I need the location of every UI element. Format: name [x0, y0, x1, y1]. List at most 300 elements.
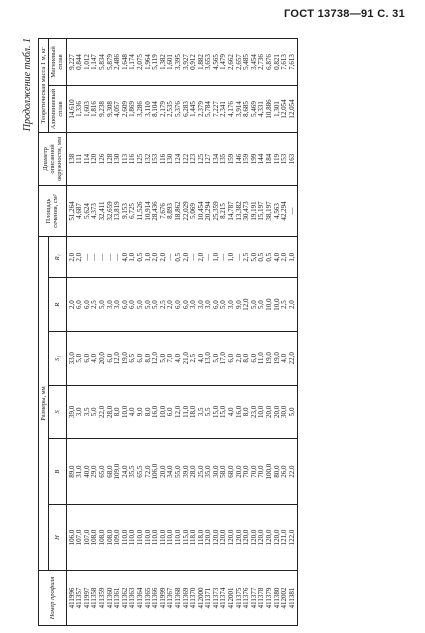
cell-value: 120,0 [242, 529, 251, 546]
cell-value: 120 [90, 153, 99, 165]
cell-value: 9,0 [234, 300, 243, 310]
cell-value: 30,473 [242, 201, 251, 221]
cell-value: 2,0 [67, 252, 76, 262]
cell-value: 28,436 [151, 201, 160, 221]
header-dimensions: Размеры, мм [39, 237, 49, 571]
cell-value: 3,0 [105, 300, 114, 310]
cell-value: 153 [280, 153, 289, 165]
cell-value: 8,0 [242, 407, 251, 417]
cell-value: 33,0 [67, 352, 76, 365]
col-S1 [66, 331, 298, 385]
cell-value: — [166, 253, 175, 261]
cell-value: 30,0 [211, 465, 220, 478]
cell-value: 411359 [97, 587, 106, 609]
cell-value: 15,0 [219, 405, 228, 419]
cell-value: 4,563 [272, 203, 281, 219]
cell-value: 70,0 [257, 465, 266, 478]
cell-value: 7,0 [166, 353, 175, 363]
cell-value: 55,0 [173, 465, 182, 478]
cell-value: 14,787 [227, 201, 236, 221]
cell-value: 0,5 [265, 252, 274, 262]
cell-value: 70,0 [242, 465, 251, 478]
cell-value: 411376 [242, 587, 251, 609]
cell-value: 6,0 [166, 407, 175, 417]
cell-value: 126 [97, 153, 106, 165]
cell-value: 8,215 [219, 203, 228, 219]
cell-value: 1,012 [82, 54, 91, 70]
cell-value: 2,657 [234, 54, 243, 70]
cell-value: 3,0 [196, 300, 205, 310]
cell-value: 6,0 [120, 300, 129, 310]
cell-value: 411358 [90, 587, 99, 609]
cell-value: 0,821 [272, 54, 281, 70]
cell-value: 19,191 [249, 201, 258, 221]
cell-value: 2,341 [219, 101, 228, 117]
header-S: S [49, 385, 66, 439]
cell-value: 108,0 [105, 529, 114, 546]
cell-value: 123 [189, 153, 198, 165]
cell-value: 5,0 [257, 300, 266, 310]
cell-value: 8,0 [143, 353, 152, 363]
cell-value: 17,0 [219, 352, 228, 365]
cell-value: 38,197 [265, 201, 274, 221]
cell-value: 2,379 [196, 101, 205, 117]
continuation-title: Продолжение табл. 1 [22, 38, 33, 132]
cell-value: 2,0 [234, 353, 243, 363]
cell-value: 4,331 [257, 101, 266, 117]
cell-value: — [234, 253, 243, 261]
cell-value: 8,893 [166, 203, 175, 219]
cell-value: 2,0 [196, 252, 205, 262]
cell-value: 1,479 [219, 54, 228, 70]
cell-value: 12,0 [173, 405, 182, 419]
cell-value: 1,0 [211, 252, 220, 262]
cell-value: 35,5 [128, 465, 137, 478]
cell-value: 4,687 [75, 203, 84, 219]
cell-value: 68,0 [105, 465, 114, 478]
cell-value: 134 [211, 153, 220, 165]
cell-value: 2,5 [158, 300, 167, 310]
col-R [66, 278, 298, 332]
cell-value: 1,816 [90, 101, 99, 117]
cell-value: 110,0 [143, 529, 152, 546]
cell-value: 31,0 [75, 465, 84, 478]
cell-value: 6,0 [75, 300, 84, 310]
cell-value: 65,5 [135, 465, 144, 478]
cell-value: 12,0 [151, 352, 160, 365]
cell-value: 125 [196, 153, 205, 165]
cell-value: 68,0 [227, 465, 236, 478]
header-R1: R₁ [49, 237, 66, 278]
cell-value: 1,869 [128, 101, 137, 117]
cell-value: 153 [151, 153, 160, 165]
header-area: Площадь сечения, см² [39, 186, 67, 237]
cell-value: 89,0 [67, 465, 76, 478]
col-B [66, 439, 298, 505]
cell-value: 4,0 [227, 407, 236, 417]
cell-value: 5,784 [204, 101, 213, 117]
cell-value: 70,0 [249, 465, 258, 478]
cell-value: 28,0 [105, 405, 114, 419]
cell-value: 109,0 [113, 529, 122, 546]
cell-value: 18,862 [173, 201, 182, 221]
cell-value: 411370 [189, 587, 198, 609]
cell-value: 3,0 [227, 300, 236, 310]
cell-value: 411366 [151, 587, 160, 609]
page-header: ГОСТ 13738—91 С. 31 [284, 8, 405, 20]
cell-value: 116 [158, 153, 167, 165]
cell-value: 5,0 [158, 353, 167, 363]
cell-value: 1,382 [158, 54, 167, 70]
cell-value: 5,0 [97, 300, 106, 310]
cell-value: 3,5 [82, 407, 91, 417]
cell-value: 6,725 [128, 203, 137, 219]
cell-value: 411357 [75, 587, 84, 609]
cell-value: 110,0 [135, 529, 144, 546]
cell-value: 5,834 [97, 54, 106, 70]
cell-value: 3,395 [173, 54, 182, 70]
cell-value: 18,0 [189, 405, 198, 419]
cell-value: 10,0 [120, 405, 129, 419]
cell-value: 159 [242, 153, 251, 165]
cell-value: 1,0 [227, 252, 236, 262]
cell-value: 20,0 [97, 352, 106, 365]
cell-value: — [97, 253, 106, 261]
cell-value: 39,0 [67, 405, 76, 419]
cell-value: 2,0 [280, 252, 289, 262]
cell-value: 411997 [82, 587, 91, 609]
cell-value: 1,336 [75, 101, 84, 117]
cell-value: 411374 [219, 587, 228, 609]
cell-value: 3,653 [204, 54, 213, 70]
cell-value: 107,0 [75, 529, 84, 546]
cell-value: 6,0 [135, 353, 144, 363]
cell-value: 5,119 [151, 54, 160, 70]
cell-value: 411369 [181, 587, 190, 609]
cell-value: 411373 [211, 587, 220, 609]
cell-value: 120,0 [272, 529, 281, 546]
cell-value: 3,5 [196, 407, 205, 417]
cell-value: 106,0 [67, 529, 76, 546]
cell-value: 24,0 [120, 465, 129, 478]
cell-value: 1,301 [272, 101, 281, 117]
cell-value: 2,662 [227, 54, 236, 70]
cell-value: 26,0 [280, 465, 289, 478]
cell-value: 20,0 [234, 465, 243, 478]
cell-value: — [113, 253, 122, 261]
cell-value: 8,0 [113, 407, 122, 417]
cell-value: 1,648 [120, 54, 129, 70]
cell-value: 6,5 [128, 353, 137, 363]
cell-value: 20,294 [204, 201, 213, 221]
col-area [66, 186, 298, 237]
cell-value: 121,0 [280, 529, 289, 546]
cell-value: 120,0 [227, 529, 236, 546]
cell-value: 11,0 [257, 352, 266, 365]
cell-value: 2,179 [158, 101, 167, 117]
cell-value: 122 [181, 153, 190, 165]
cell-value: 10,454 [196, 201, 205, 221]
cell-value: 22,0 [287, 352, 296, 365]
cell-value: 116 [128, 153, 137, 165]
cell-value: 19,0 [120, 352, 129, 365]
cell-value: 110,0 [158, 529, 167, 546]
cell-value: 0,5 [135, 252, 144, 262]
cell-value: 111 [75, 154, 84, 164]
cell-value: 411367 [166, 587, 175, 609]
cell-value: 8,0 [143, 407, 152, 417]
cell-value: 1,147 [90, 54, 99, 70]
cell-value: — [105, 253, 114, 261]
cell-value: 1,882 [196, 54, 205, 70]
cell-value: 110,0 [120, 529, 129, 546]
cell-value: 9,308 [105, 101, 114, 117]
cell-value: 411375 [234, 587, 243, 609]
cell-value: 5,376 [173, 101, 182, 117]
cell-value: 1,601 [166, 54, 175, 70]
cell-value: 163 [287, 153, 296, 165]
cell-value: 0,5 [257, 252, 266, 262]
cell-value: 8,685 [242, 101, 251, 117]
cell-value: 135 [219, 153, 228, 165]
cell-value: 9,0 [135, 407, 144, 417]
cell-value: 7,613 [287, 54, 296, 70]
cell-value: 100,0 [265, 463, 274, 480]
cell-value: 9,227 [67, 54, 76, 70]
cell-value: 2,0 [287, 300, 296, 310]
cell-value: 4,565 [211, 54, 220, 70]
cell-value: 13,0 [204, 352, 213, 365]
cell-value: 19,0 [265, 352, 274, 365]
cell-value: 411360 [105, 587, 114, 609]
cell-value: 120,0 [211, 529, 220, 546]
cell-value: 110,0 [128, 529, 137, 546]
cell-value: 1,964 [143, 54, 152, 70]
cell-value: 16,0 [234, 405, 243, 419]
cell-value: 411364 [135, 587, 144, 609]
cell-value: 1,174 [128, 54, 137, 70]
cell-value: 412001 [227, 587, 236, 609]
cell-value: 3,0 [204, 300, 213, 310]
cell-value: 32,411 [97, 201, 106, 221]
cell-value: 6,0 [227, 353, 236, 363]
cell-value: 29,0 [90, 465, 99, 478]
cell-value: — [204, 253, 213, 261]
cell-value: 120,0 [219, 529, 228, 546]
cell-value: 5,0 [75, 353, 84, 363]
cell-value: 16,0 [151, 405, 160, 419]
cell-value: 2,5 [242, 252, 251, 262]
cell-value: 51,264 [67, 201, 76, 221]
cell-value: 3,286 [135, 101, 144, 117]
cell-value: 411380 [272, 587, 281, 609]
col-magnesium [66, 39, 298, 86]
cell-value: 411377 [249, 587, 258, 609]
cell-value: 5,069 [189, 203, 198, 219]
col-aluminium [66, 86, 298, 133]
cell-value: 5,0 [249, 300, 258, 310]
cell-value: 132 [143, 153, 152, 165]
cell-value: 127 [204, 153, 213, 165]
cell-value: 6,0 [211, 300, 220, 310]
cell-value: 12,054 [280, 99, 289, 119]
cell-value: 411999 [158, 587, 167, 609]
cell-value: 13,382 [234, 201, 243, 221]
col-R1 [66, 237, 298, 278]
cell-value: 7,227 [211, 101, 220, 117]
cell-value: 0,5 [173, 252, 182, 262]
cell-value: 130 [113, 153, 122, 165]
cell-value: 10,886 [265, 99, 274, 119]
cell-value: 6,283 [181, 101, 190, 117]
cell-value: 411362 [120, 587, 129, 609]
cell-value: 6,0 [82, 353, 91, 363]
cell-value: 110,0 [151, 529, 160, 546]
cell-value: 14,610 [67, 99, 76, 119]
cell-value: 2,0 [181, 252, 190, 262]
cell-value: 10,0 [158, 405, 167, 419]
cell-value: 2,486 [113, 54, 122, 70]
cell-value: 412002 [280, 587, 289, 609]
cell-value: 4,176 [227, 101, 236, 117]
cell-value: 1,603 [82, 101, 91, 117]
header-aluminium: Алюминиевый сплав [49, 86, 66, 133]
cell-value: 8,104 [151, 101, 160, 117]
cell-value: 122,0 [287, 529, 296, 546]
col-profile-number [66, 571, 298, 626]
cell-value: 118,0 [196, 529, 205, 546]
cell-value: 4,0 [128, 407, 137, 417]
cell-value: 411371 [204, 587, 213, 609]
cell-value: 25,359 [211, 201, 220, 221]
cell-value: 120,0 [249, 529, 258, 546]
cell-value: 28,0 [189, 465, 198, 478]
cell-value: 7,613 [280, 54, 289, 70]
cell-value: 40,0 [82, 465, 91, 478]
cell-value: 34,0 [166, 465, 175, 478]
header-profile-number: Номер профиля [39, 571, 67, 626]
cell-value: 2,0 [67, 300, 76, 310]
cell-value: 109,0 [113, 463, 122, 480]
cell-value: 3,914 [234, 101, 243, 117]
cell-value: 20,0 [272, 405, 281, 419]
cell-value: 11,526 [135, 201, 144, 221]
cell-value: 120,0 [234, 529, 243, 546]
cell-value: 146 [234, 153, 243, 165]
cell-value: 12,054 [287, 99, 296, 119]
cell-value: 4,0 [120, 252, 129, 262]
cell-value: 106,0 [151, 463, 160, 480]
cell-value: 411365 [143, 587, 152, 609]
cell-value: 10,0 [257, 405, 266, 419]
cell-value: 42,294 [280, 201, 289, 221]
cell-value: 2,535 [166, 101, 175, 117]
cell-value: 130 [166, 153, 175, 165]
cell-value: 125 [135, 153, 144, 165]
cell-value: 12,0 [242, 298, 251, 311]
cell-value: 4,057 [113, 101, 122, 117]
cell-value: 23,0 [249, 405, 258, 419]
cell-value: 6,0 [105, 353, 114, 363]
cell-value: 6,0 [82, 300, 91, 310]
cell-value: 113 [120, 153, 129, 165]
cell-value: 5,0 [135, 300, 144, 310]
cell-value: 3,927 [181, 54, 190, 70]
cell-value: 65,0 [97, 465, 106, 478]
table-body-row [66, 39, 298, 626]
cell-value: 2,5 [280, 300, 289, 310]
cell-value: 2,5 [189, 353, 198, 363]
cell-value: 4,0 [280, 353, 289, 363]
cell-value: 0,844 [75, 54, 84, 70]
cell-value: 144 [257, 153, 266, 165]
cell-value: 1,0 [287, 252, 296, 262]
col-H [66, 505, 298, 571]
cell-value: 30,0 [280, 405, 289, 419]
cell-value: 107,0 [82, 529, 91, 546]
cell-value: 5,624 [82, 203, 91, 219]
header-diameter: Диаметр описанной окружности, мм [39, 133, 67, 186]
cell-value: 39,0 [181, 465, 190, 478]
profile-table [38, 38, 298, 626]
cell-value: 412000 [196, 587, 205, 609]
cell-value: 5,469 [249, 101, 258, 117]
cell-value: 2,0 [166, 300, 175, 310]
header-H: H [49, 505, 66, 571]
rotated-content [22, 36, 424, 626]
cell-value: 21,0 [181, 352, 190, 365]
header-S1: S₁ [49, 331, 66, 385]
cell-value: 9,153 [120, 203, 129, 219]
cell-value: 5,879 [105, 54, 114, 70]
cell-value: 11,0 [181, 405, 190, 418]
cell-value: 5,0 [143, 300, 152, 310]
cell-value: 120,0 [265, 529, 274, 546]
cell-value: 3,0 [189, 300, 198, 310]
cell-value: 1,0 [128, 252, 137, 262]
cell-value: 3,454 [249, 54, 258, 70]
cell-value: 108,0 [90, 529, 99, 546]
cell-value: 3,110 [143, 101, 152, 117]
cell-value: 5,485 [242, 54, 251, 70]
header-magnesium: Магниевый сплав [49, 39, 66, 86]
cell-value: 5,0 [219, 300, 228, 310]
cell-value: 20,0 [265, 405, 274, 419]
cell-value: 5,0 [211, 353, 220, 363]
cell-value: 6,0 [181, 300, 190, 310]
cell-value: — [189, 253, 198, 261]
rotated-table-area [22, 36, 424, 626]
cell-value: 199 [249, 153, 258, 165]
cell-value: 119 [272, 153, 281, 165]
cell-value: 110,0 [166, 529, 175, 546]
cell-value: 6,0 [173, 300, 182, 310]
cell-value: 5,0 [90, 407, 99, 417]
cell-value: 4,0 [173, 353, 182, 363]
header-B: B [49, 439, 66, 505]
cell-value: 6,0 [249, 353, 258, 363]
cell-value: 22,029 [181, 201, 190, 221]
cell-value: 115,0 [181, 529, 190, 546]
cell-value: 80,0 [272, 465, 281, 478]
cell-value: 138 [67, 153, 76, 165]
cell-value: 10,0 [265, 298, 274, 311]
cell-value: 6,876 [265, 54, 274, 70]
cell-value: 120,0 [257, 529, 266, 546]
header-theoretical-mass: Теоретическая масса 1 м, кг [39, 39, 49, 133]
cell-value: 10,0 [272, 298, 281, 311]
cell-value: 411361 [113, 587, 122, 609]
